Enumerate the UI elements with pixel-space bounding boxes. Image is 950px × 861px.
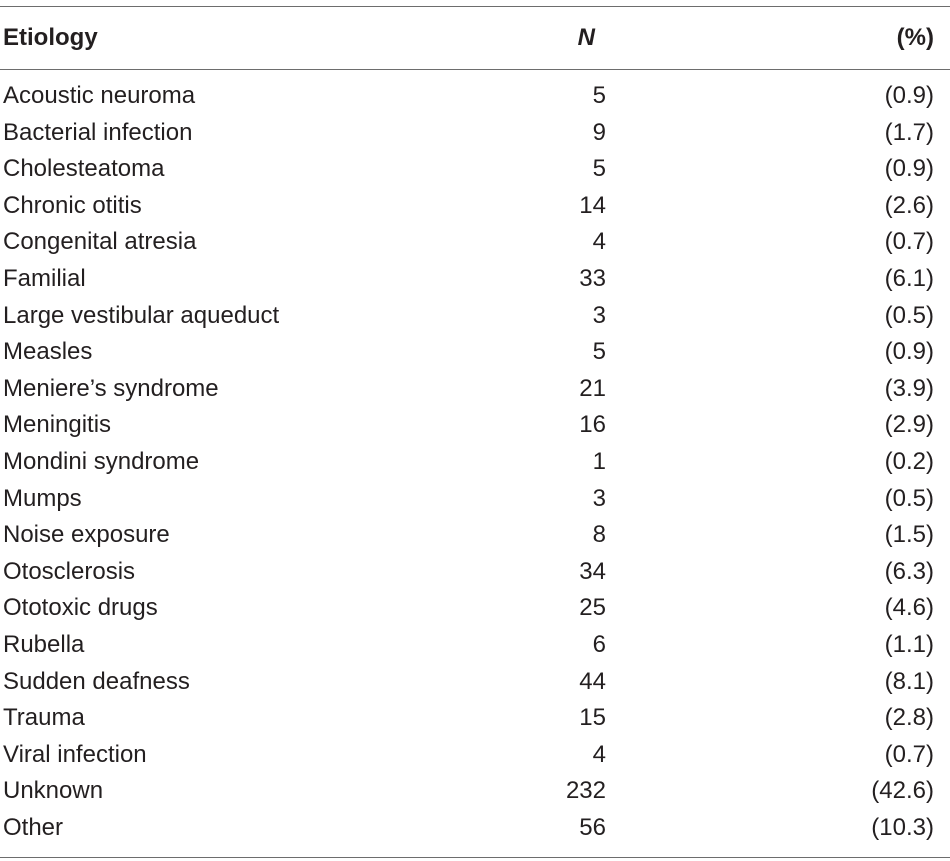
header-etiology: Etiology	[3, 24, 98, 51]
cell-n: 5	[592, 155, 606, 183]
cell-n: 232	[565, 777, 606, 805]
cell-n: 56	[579, 814, 606, 841]
table-row	[0, 517, 950, 553]
cell-percent: (6.3)	[884, 557, 934, 585]
cell-percent: (0.2)	[884, 448, 934, 475]
cell-percent: (2.6)	[884, 191, 934, 219]
cell-n: 14	[579, 191, 606, 219]
cell-etiology: Sudden deafness	[3, 667, 190, 695]
cell-etiology: Meningitis	[3, 411, 112, 439]
table-row	[0, 810, 950, 846]
table-row	[0, 664, 950, 700]
header-percent: (%)	[896, 24, 934, 51]
cell-percent: (0.7)	[884, 228, 934, 256]
cell-etiology: Meniere’s syndrome	[3, 374, 219, 402]
table-row	[0, 481, 950, 517]
table-top-rule	[0, 6, 950, 7]
table-row	[0, 78, 950, 114]
cell-n: 8	[592, 521, 606, 549]
cell-etiology: Familial	[3, 265, 86, 292]
cell-n: 33	[579, 265, 606, 292]
cell-n: 4	[592, 228, 606, 256]
cell-percent: (4.6)	[884, 594, 934, 622]
cell-etiology: Congenital atresia	[3, 228, 197, 256]
cell-n: 5	[592, 338, 606, 366]
cell-percent: (1.7)	[884, 118, 934, 146]
cell-etiology: Trauma	[3, 704, 85, 732]
header-n: N	[577, 24, 595, 51]
cell-etiology: Measles	[3, 338, 93, 366]
cell-n: 9	[592, 118, 606, 146]
table-row	[0, 151, 950, 187]
table-row	[0, 407, 950, 443]
table-row	[0, 298, 950, 334]
cell-percent: (6.1)	[884, 265, 934, 292]
cell-percent: (2.9)	[884, 411, 934, 439]
cell-n: 16	[579, 411, 606, 439]
cell-n: 25	[579, 594, 606, 622]
cell-etiology: Mondini syndrome	[3, 448, 200, 475]
cell-n: 34	[579, 557, 606, 585]
table-row	[0, 371, 950, 407]
cell-etiology: Other	[3, 814, 64, 841]
cell-percent: (10.3)	[871, 814, 934, 841]
cell-etiology: Large vestibular aqueduct	[3, 301, 280, 329]
cell-etiology: Bacterial infection	[3, 118, 193, 146]
cell-n: 44	[579, 667, 606, 695]
cell-n: 21	[579, 374, 606, 402]
cell-percent: (1.1)	[884, 631, 934, 658]
table-row	[0, 773, 950, 809]
table-bottom-rule	[0, 857, 950, 858]
table-row	[0, 554, 950, 590]
table-header-row	[0, 20, 950, 56]
cell-etiology: Viral infection	[3, 740, 147, 768]
cell-etiology: Acoustic neuroma	[3, 82, 196, 109]
cell-n: 3	[592, 484, 606, 512]
cell-etiology: Rubella	[3, 631, 85, 658]
cell-percent: (8.1)	[884, 667, 934, 695]
cell-n: 5	[592, 82, 606, 109]
cell-etiology: Chronic otitis	[3, 191, 142, 219]
table-row	[0, 188, 950, 224]
cell-n: 15	[579, 704, 606, 732]
cell-percent: (42.6)	[871, 777, 934, 805]
cell-n: 3	[592, 301, 606, 329]
table-row	[0, 627, 950, 663]
table-row	[0, 224, 950, 260]
cell-percent: (0.9)	[884, 338, 934, 366]
table-row	[0, 737, 950, 773]
cell-etiology: Unknown	[3, 777, 104, 805]
table-row	[0, 700, 950, 736]
cell-percent: (2.8)	[884, 704, 934, 732]
cell-percent: (3.9)	[884, 374, 934, 402]
cell-percent: (0.9)	[884, 155, 934, 183]
cell-n: 4	[592, 740, 606, 768]
table-row	[0, 334, 950, 370]
table-row	[0, 261, 950, 297]
cell-n: 1	[592, 448, 606, 475]
cell-etiology: Otosclerosis	[3, 557, 136, 585]
cell-etiology: Noise exposure	[3, 521, 170, 549]
table-row	[0, 115, 950, 151]
cell-etiology: Mumps	[3, 484, 82, 512]
cell-percent: (0.5)	[884, 301, 934, 329]
cell-percent: (0.7)	[884, 740, 934, 768]
cell-percent: (0.9)	[884, 82, 934, 109]
table-row	[0, 444, 950, 480]
cell-n: 6	[592, 631, 606, 658]
cell-etiology: Cholesteatoma	[3, 155, 165, 183]
table-row	[0, 590, 950, 626]
table-header-rule	[0, 69, 950, 70]
cell-percent: (1.5)	[884, 521, 934, 549]
cell-etiology: Ototoxic drugs	[3, 594, 158, 622]
cell-percent: (0.5)	[884, 484, 934, 512]
